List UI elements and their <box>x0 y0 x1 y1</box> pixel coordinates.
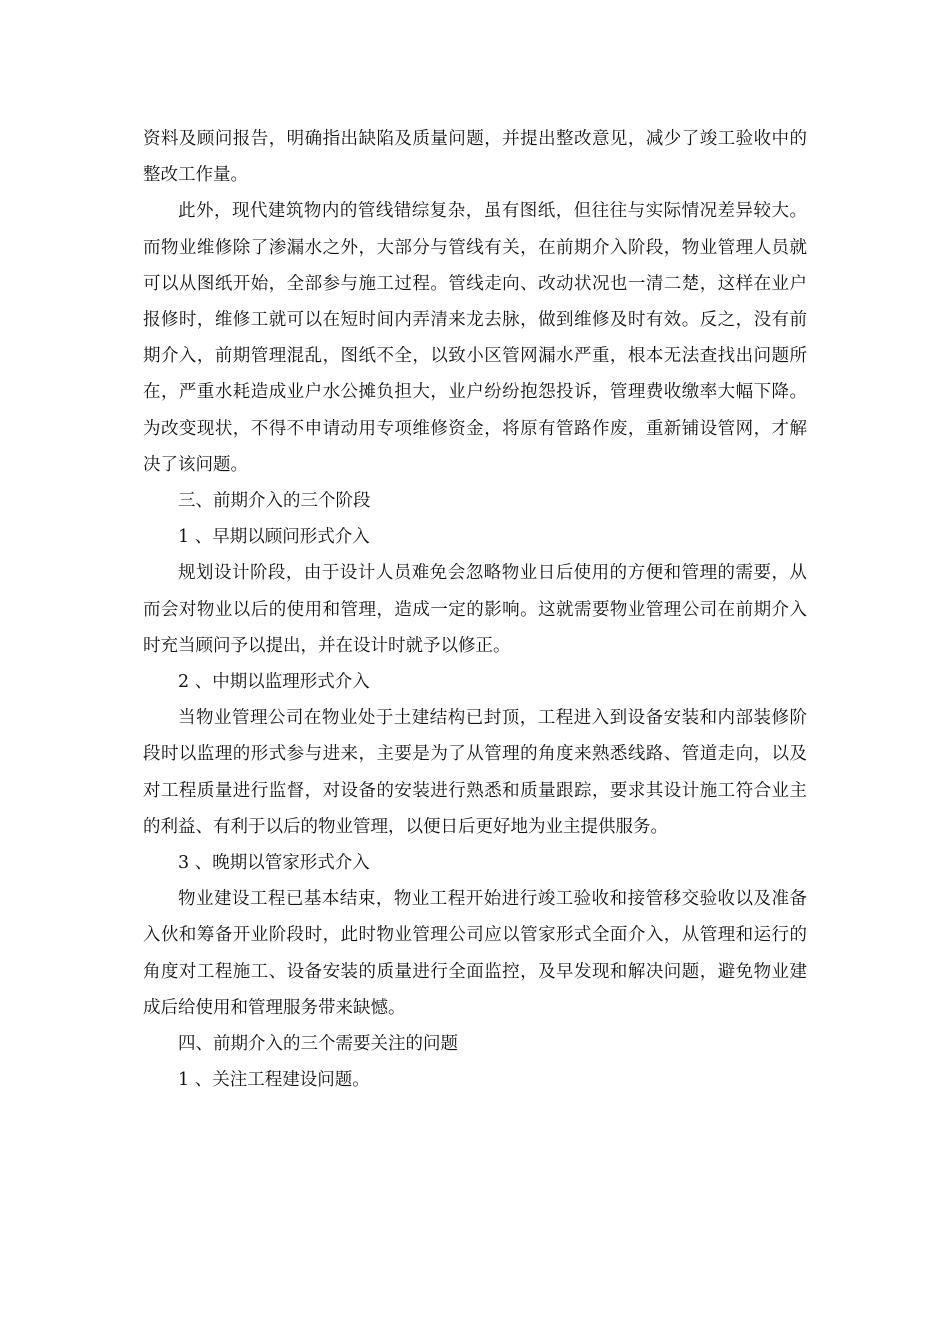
subheading-early-stage: 1 、早期以顾问形式介入 <box>178 527 370 548</box>
paragraph-intro-continuation: 资料及顾问报告，明确指出缺陷及质量问题，并提出整改意见，减少了竣工验收中的整改工作量。 <box>143 129 807 186</box>
section-heading-three-issues: 四、前期介入的三个需要关注的问题 <box>178 1034 458 1055</box>
subheading-late-stage: 3 、晚期以管家形式介入 <box>178 853 370 874</box>
subheading-engineering-issues: 1 、关注工程建设问题。 <box>178 1070 370 1091</box>
paragraph-middle-stage: 当物业管理公司在物业处于土建结构已封顶，工程进入到设备安装和内部装修阶段时以监理的形式参与进来，主要是为了从管理的角度来熟悉线路、管道走向，以及对工程质量进行监督，对设备的安装进行熟悉和质量跟踪，要求其设计施工符合业主的利益、有利于以后的物业管理，以便日后更好地为业主提供服务。 <box>143 708 807 837</box>
section-heading-three-stages: 三、前期介入的三个阶段 <box>178 491 371 512</box>
paragraph-late-stage: 物业建设工程已基本结束，物业工程开始进行竣工验收和接管移交验收以及准备入伙和筹备开业阶段时，此时物业管理公司应以管家形式全面介入，从管理和运行的角度对工程施工、设备安装的质量进行全面监控，及早发现和解决问题，避免物业建成后给使用和管理服务带来缺憾。 <box>143 889 807 1018</box>
subheading-middle-stage: 2 、中期以监理形式介入 <box>178 672 370 693</box>
paragraph-early-stage: 规划设计阶段，由于设计人员难免会忽略物业日后使用的方便和管理的需要，从而会对物业以后的使用和管理，造成一定的影响。这就需要物业管理公司在前期介入时充当顾问予以提出，并在设计时就予以修正。 <box>143 563 807 656</box>
document-page <box>143 121 807 1098</box>
paragraph-pipeline-complexity: 此外，现代建筑物内的管线错综复杂，虽有图纸，但往往与实际情况差异较大。而物业维修除了渗漏水之外，大部分与管线有关，在前期介入阶段，物业管理人员就可以从图纸开始，全部参与施工过程。管线走向、改动状况也一清二楚，这样在业户报修时，维修工就可以在短时间内弄清来龙去脉，做到维修及时有效。反之，没有前期介入，前期管理混乱，图纸不全，以致小区管网漏水严重，根本无法查找出问题所在，严重水耗造成业户水公摊负担大，业户纷纷抱怨投诉，管理费收缴率大幅下降。为改变现状，不得不申请动用专项维修资金，将原有管路作废，重新铺设管网，才解决了该问题。 <box>143 201 807 475</box>
